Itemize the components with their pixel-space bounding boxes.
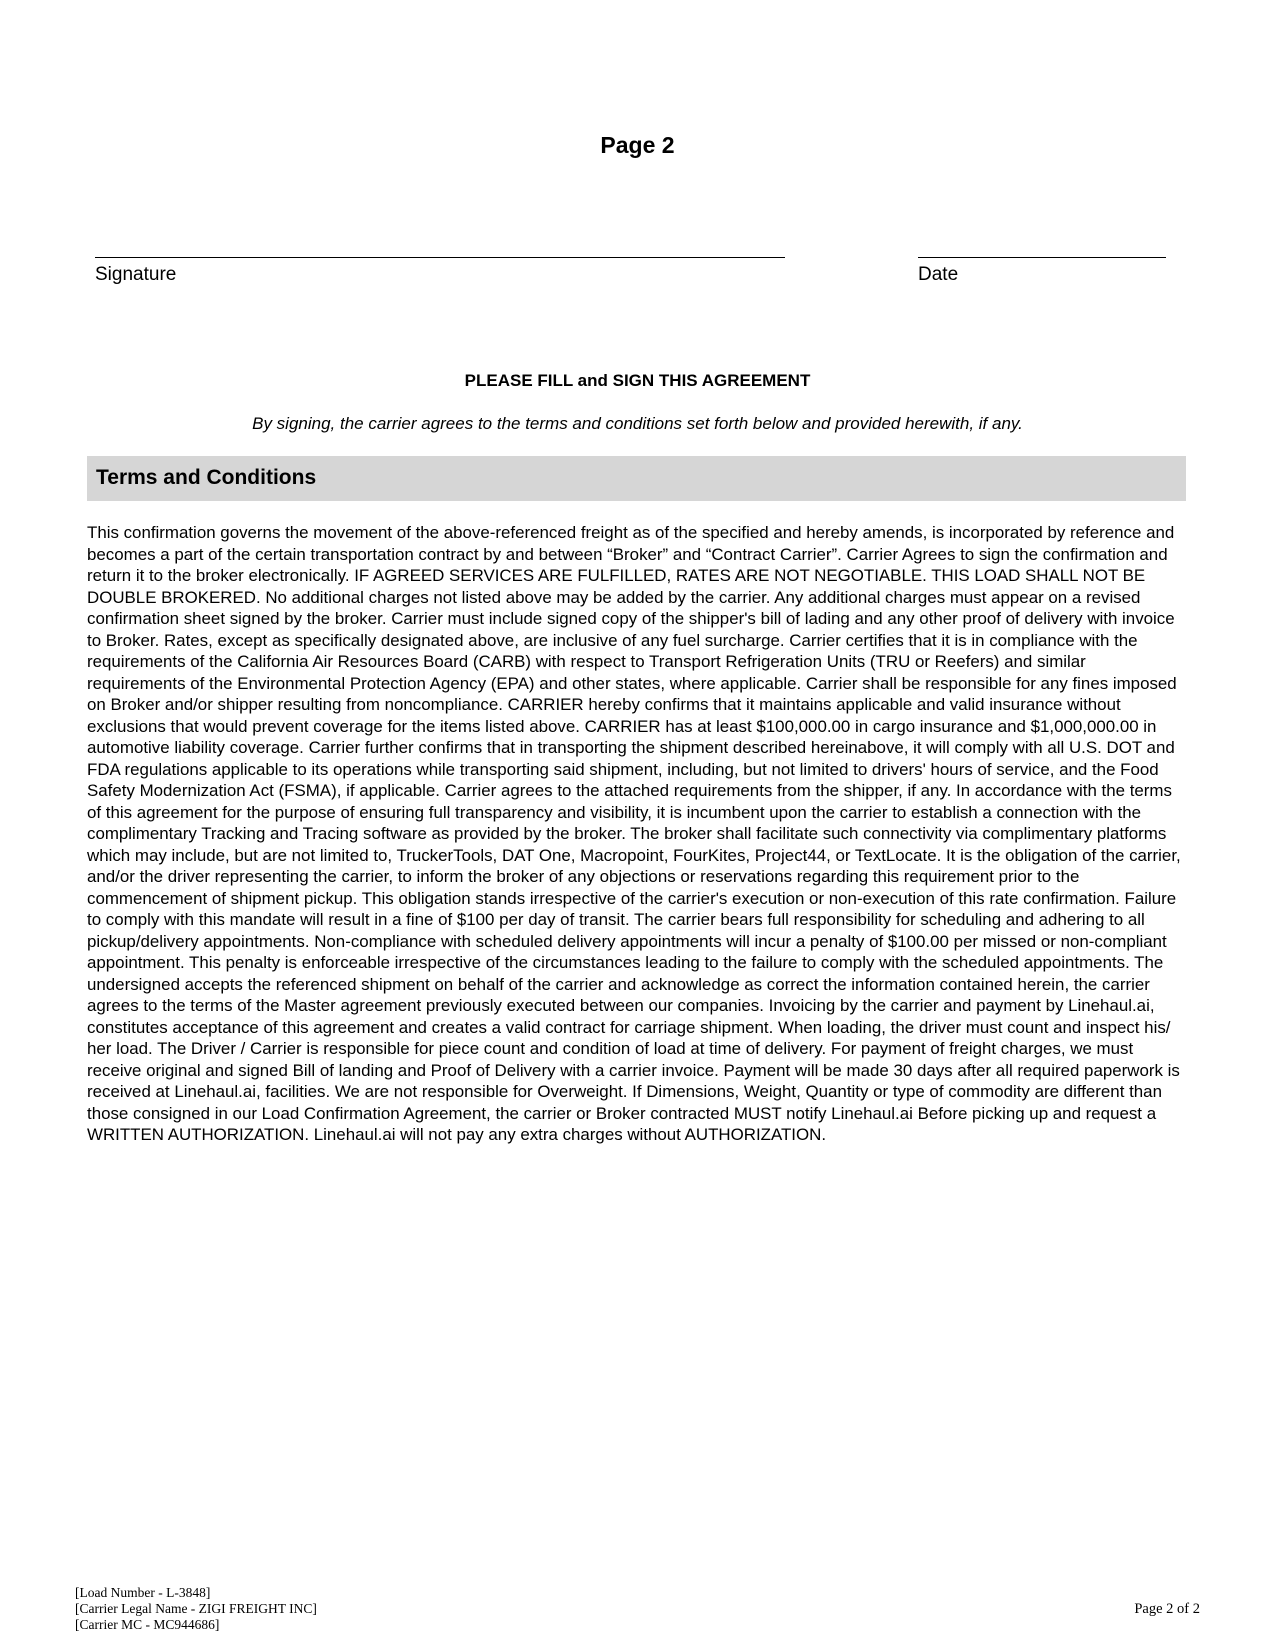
agreement-heading: PLEASE FILL and SIGN THIS AGREEMENT: [464, 371, 811, 390]
footer-carrier-mc: [Carrier MC - MC944686]: [75, 1617, 220, 1632]
footer-load-number: [Load Number - L-3848]: [75, 1585, 211, 1600]
terms-title: Terms and Conditions: [96, 466, 317, 489]
footer-page-count: Page 2 of 2: [1134, 1601, 1200, 1617]
footer-load-info: [75, 1585, 317, 1633]
date-line[interactable]: [918, 257, 1166, 258]
terms-body: This confirmation governs the movement of the above-referenced freight as of the specified and hereby amends, is incorporated by reference and becomes a part of the certain transportation contract by and between “Broker” and “Contract Carrier”. Carrier Agrees to sign the confirmation and return it to the broker electronically. IF AGREED SERVICES ARE FULFILLED, RATES ARE NOT NEGOTIABLE. THIS LOAD SHALL NOT BE DOUBLE BROKERED. No additional charges not listed above may be added by the carrier. Any additional charges must appear on a revised confirmation sheet signed by the broker. Carrier must include signed copy of the shipper's bill of lading and any other proof of delivery with invoice to Broker. Rates, except as specifically designated above, are inclusive of any fuel surcharge. Carrier certifies that it is in compliance with the requirements of the California Air Resources Board (CARB) with respect to Transport Refrigeration Units (TRU or Reefers) and similar requirements of the Environmental Protection Agency (EPA) and other states, where applicable. Carrier shall be responsible for any fines imposed on Broker and/or shipper resulting from noncompliance. CARRIER hereby confirms that it maintains applicable and valid insurance without exclusions that would prevent coverage for the items listed above. CARRIER has at least $100,000.00 in cargo insurance and $1,000,000.00 in automotive liability coverage. Carrier further confirms that in transporting the shipment described hereinabove, it will comply with all U.S. DOT and FDA regulations applicable to its operations while transporting said shipment, including, but not limited to drivers' hours of service, and the Food Safety Modernization Act (FSMA), if applicable. Carrier agrees to the attached requirements from the shipper, if any. In accordance with the terms of this agreement for the purpose of ensuring full transparency and visibility, it is incumbent upon the carrier to establish a connection with the complimentary Tracking and Tracing software as provided by the broker. The broker shall facilitate such connectivity via complimentary platforms which may include, but are not limited to, TruckerTools, DAT One, Macropoint, FourKites, Project44, or TextLocate. It is the obligation of the carrier, and/or the driver representing the carrier, to inform the broker of any objections or reservations regarding this requirement prior to the commencement of shipment pickup. This obligation stands irrespective of the carrier's execution or non-execution of this rate confirmation. Failure to comply with this mandate will result in a fine of $100 per day of transit. The carrier bears full responsibility for scheduling and adhering to all pickup/delivery appointments. Non-compliance with scheduled delivery appointments will incur a penalty of $100.00 per missed or non-compliant appointment. This penalty is enforceable irrespective of the circumstances leading to the failure to comply with the scheduled appointments. The undersigned accepts the referenced shipment on behalf of the carrier and acknowledge as correct the information contained herein, the carrier agrees to the terms of the Master agreement previously executed between our companies. Invoicing by the carrier and payment by Linehaul.ai, constitutes acceptance of this agreement and creates a valid contract for carriage shipment. When loading, the driver must count and inspect his/ her load. The Driver / Carrier is responsible for piece count and condition of load at time of delivery. For payment of freight charges, we must receive original and signed Bill of landing and Proof of Delivery with a carrier invoice. Payment will be made 30 days after all required paperwork is received at Linehaul.ai, facilities. We are not responsible for Overweight. If Dimensions, Weight, Quantity or type of commodity are different than those consigned in our Load Confirmation Agreement, the carrier or Broker contracted MUST notify Linehaul.ai Before picking up and request a WRITTEN AUTHORIZATION. Linehaul.ai will not pay any extra charges without AUTHORIZATION.: [87, 523, 1181, 1144]
signature-line[interactable]: [95, 257, 785, 258]
signature-label: Signature: [95, 264, 177, 285]
footer-carrier-legal-name: [Carrier Legal Name - ZIGI FREIGHT INC]: [75, 1601, 317, 1616]
agreement-note: By signing, the carrier agrees to the terms and conditions set forth below and provided herewith, if any.: [252, 414, 1023, 433]
date-label: Date: [918, 264, 959, 285]
page-title: Page 2: [600, 132, 675, 158]
terms-header-bar: [87, 456, 1186, 501]
